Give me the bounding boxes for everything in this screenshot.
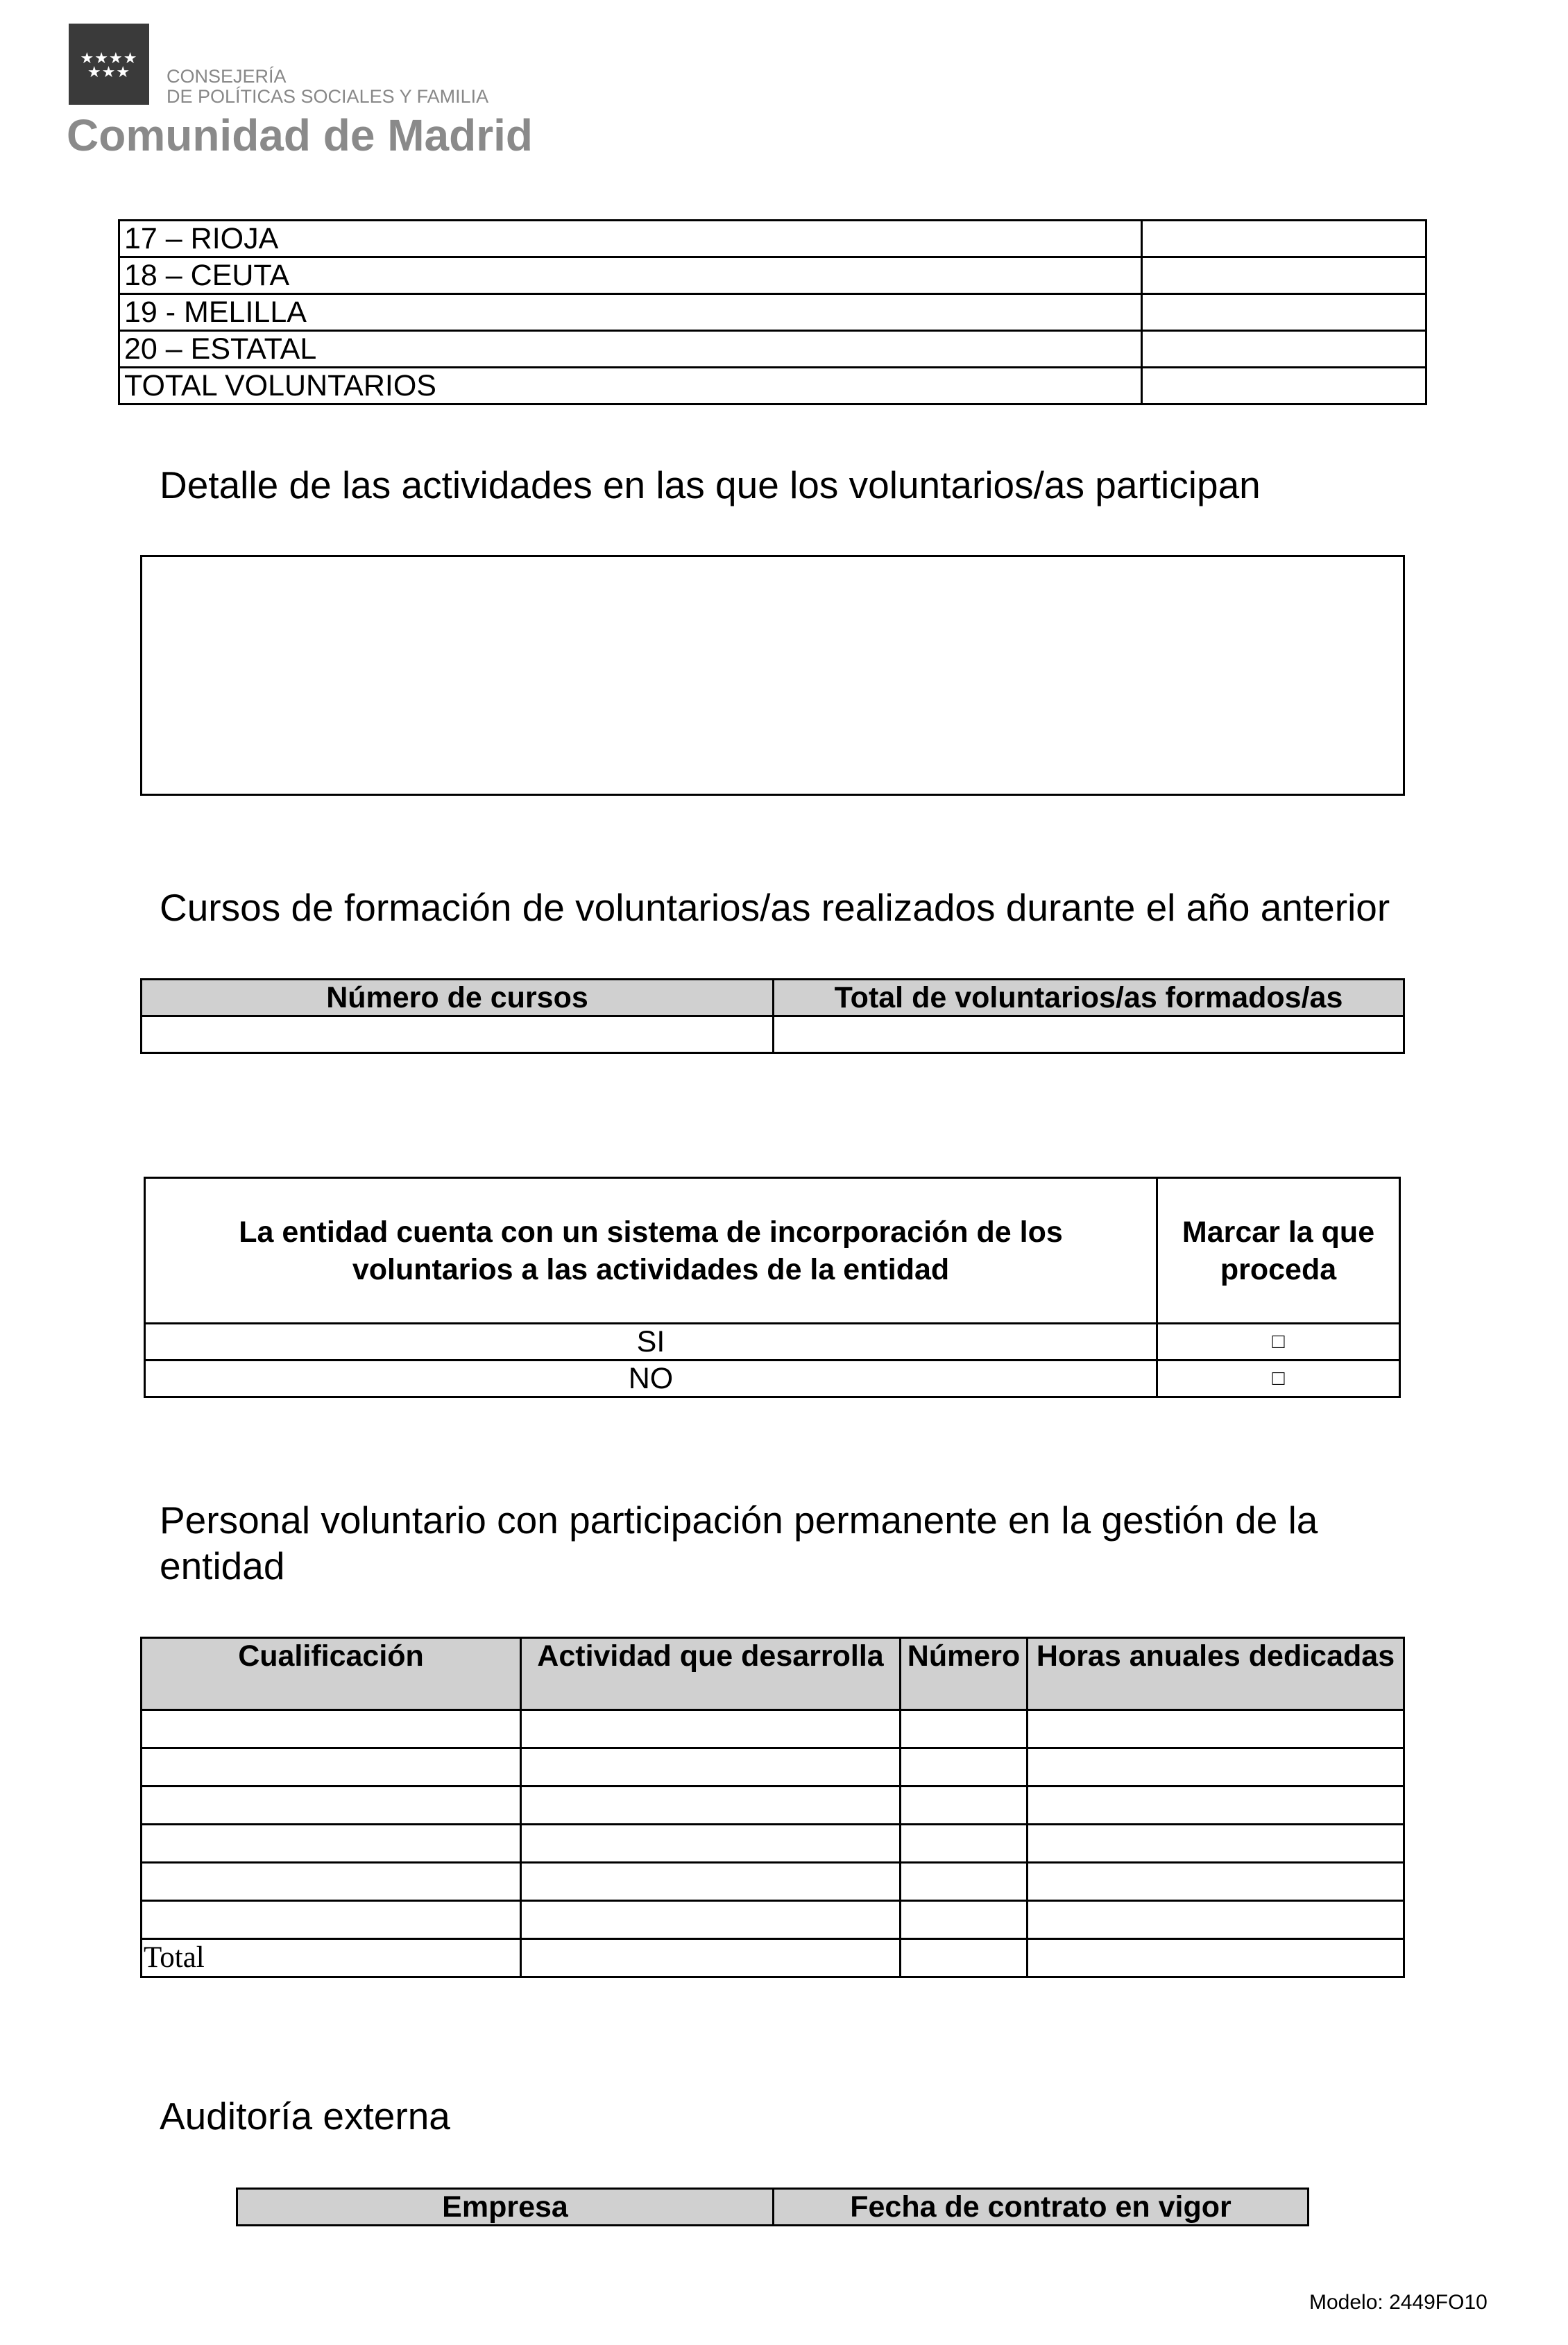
courses-table xyxy=(140,978,1405,1054)
logo-department xyxy=(167,67,488,107)
cell[interactable] xyxy=(1028,1863,1404,1901)
header-activity: Actividad que desarrolla xyxy=(521,1638,901,1710)
cell[interactable] xyxy=(901,1825,1028,1863)
table-row xyxy=(142,1787,1404,1825)
cell[interactable] xyxy=(1028,1748,1404,1787)
logo-title: Comunidad de Madrid xyxy=(67,110,533,160)
checkbox-si[interactable]: □ xyxy=(1157,1324,1400,1361)
header-contract-date: Fecha de contrato en vigor xyxy=(774,2189,1309,2226)
incorporation-table xyxy=(144,1177,1401,1398)
table-row xyxy=(142,1825,1404,1863)
logo-line2: DE POLÍTICAS SOCIALES Y FAMILIA xyxy=(167,86,489,107)
header-company: Empresa xyxy=(237,2189,774,2226)
courses-number-cell[interactable] xyxy=(142,1016,774,1053)
incorporation-question: La entidad cuenta con un sistema de incorporación de los voluntarios a las actividades de la entidad xyxy=(145,1178,1157,1324)
regions-table xyxy=(118,219,1427,405)
option-no: NO xyxy=(145,1361,1157,1397)
region-value-cell[interactable] xyxy=(1142,331,1426,368)
header-qualification: Cualificación xyxy=(142,1638,521,1710)
cell[interactable] xyxy=(1028,1939,1404,1977)
cell[interactable] xyxy=(142,1748,521,1787)
header-annual-hours: Horas anuales dedicadas xyxy=(1028,1638,1404,1710)
logo xyxy=(0,0,597,161)
cell[interactable] xyxy=(1028,1901,1404,1939)
region-label: 20 – ESTATAL xyxy=(119,331,1142,368)
table-row xyxy=(119,257,1426,294)
audit-table xyxy=(236,2188,1309,2226)
courses-heading: Cursos de formación de voluntarios/as realizados durante el año anterior xyxy=(160,886,1390,929)
cell[interactable] xyxy=(521,1901,901,1939)
table-row xyxy=(119,331,1426,368)
total-row xyxy=(142,1939,1404,1977)
cell[interactable] xyxy=(142,1901,521,1939)
cell[interactable] xyxy=(142,1710,521,1748)
table-row xyxy=(119,368,1426,404)
cell[interactable] xyxy=(1028,1825,1404,1863)
table-row xyxy=(119,221,1426,257)
permanent-heading: Personal voluntario con participación permanente en la gestión de la entidad xyxy=(160,1499,1318,1587)
cell[interactable] xyxy=(521,1710,901,1748)
region-value-cell[interactable] xyxy=(1142,294,1426,331)
table-row xyxy=(142,1901,1404,1939)
option-si: SI xyxy=(145,1324,1157,1361)
header-number: Número xyxy=(901,1638,1028,1710)
cell[interactable] xyxy=(521,1939,901,1977)
audit-heading: Auditoría externa xyxy=(160,2095,450,2138)
activities-textarea[interactable] xyxy=(140,555,1405,796)
activities-heading: Detalle de las actividades en las que los voluntarios/as participan xyxy=(160,463,1261,506)
header-total-trained: Total de voluntarios/as formados/as xyxy=(774,980,1404,1016)
region-value-cell[interactable] xyxy=(1142,368,1426,404)
table-row xyxy=(142,1863,1404,1901)
table-row xyxy=(119,294,1426,331)
mark-header: Marcar la que proceda xyxy=(1157,1178,1400,1324)
cell[interactable] xyxy=(901,1748,1028,1787)
cell[interactable] xyxy=(1028,1787,1404,1825)
cell[interactable] xyxy=(142,1863,521,1901)
header-number-courses: Número de cursos xyxy=(142,980,774,1016)
cell[interactable] xyxy=(901,1939,1028,1977)
cell[interactable] xyxy=(142,1825,521,1863)
permanent-staff-table xyxy=(140,1637,1405,1978)
region-value-cell[interactable] xyxy=(1142,221,1426,257)
cell[interactable] xyxy=(901,1787,1028,1825)
region-label: 18 – CEUTA xyxy=(119,257,1142,294)
cell[interactable] xyxy=(521,1748,901,1787)
region-label: TOTAL VOLUNTARIOS xyxy=(119,368,1142,404)
region-label: 17 – RIOJA xyxy=(119,221,1142,257)
table-row xyxy=(142,1748,1404,1787)
cell[interactable] xyxy=(901,1863,1028,1901)
cell[interactable] xyxy=(521,1863,901,1901)
cell[interactable] xyxy=(1028,1710,1404,1748)
region-value-cell[interactable] xyxy=(1142,257,1426,294)
cell[interactable] xyxy=(901,1710,1028,1748)
region-label: 19 - MELILLA xyxy=(119,294,1142,331)
total-label: Total xyxy=(142,1939,521,1977)
stars-icon: ★★★★ ★★★ xyxy=(80,49,138,80)
cell[interactable] xyxy=(901,1901,1028,1939)
logo-emblem xyxy=(69,24,149,105)
cell[interactable] xyxy=(521,1825,901,1863)
table-row xyxy=(142,1710,1404,1748)
logo-line1: CONSEJERÍA xyxy=(167,66,287,87)
checkbox-no[interactable]: □ xyxy=(1157,1361,1400,1397)
model-code: Modelo: 2449FO10 xyxy=(1309,2291,1488,2314)
cell[interactable] xyxy=(142,1787,521,1825)
courses-total-cell[interactable] xyxy=(774,1016,1404,1053)
cell[interactable] xyxy=(521,1787,901,1825)
